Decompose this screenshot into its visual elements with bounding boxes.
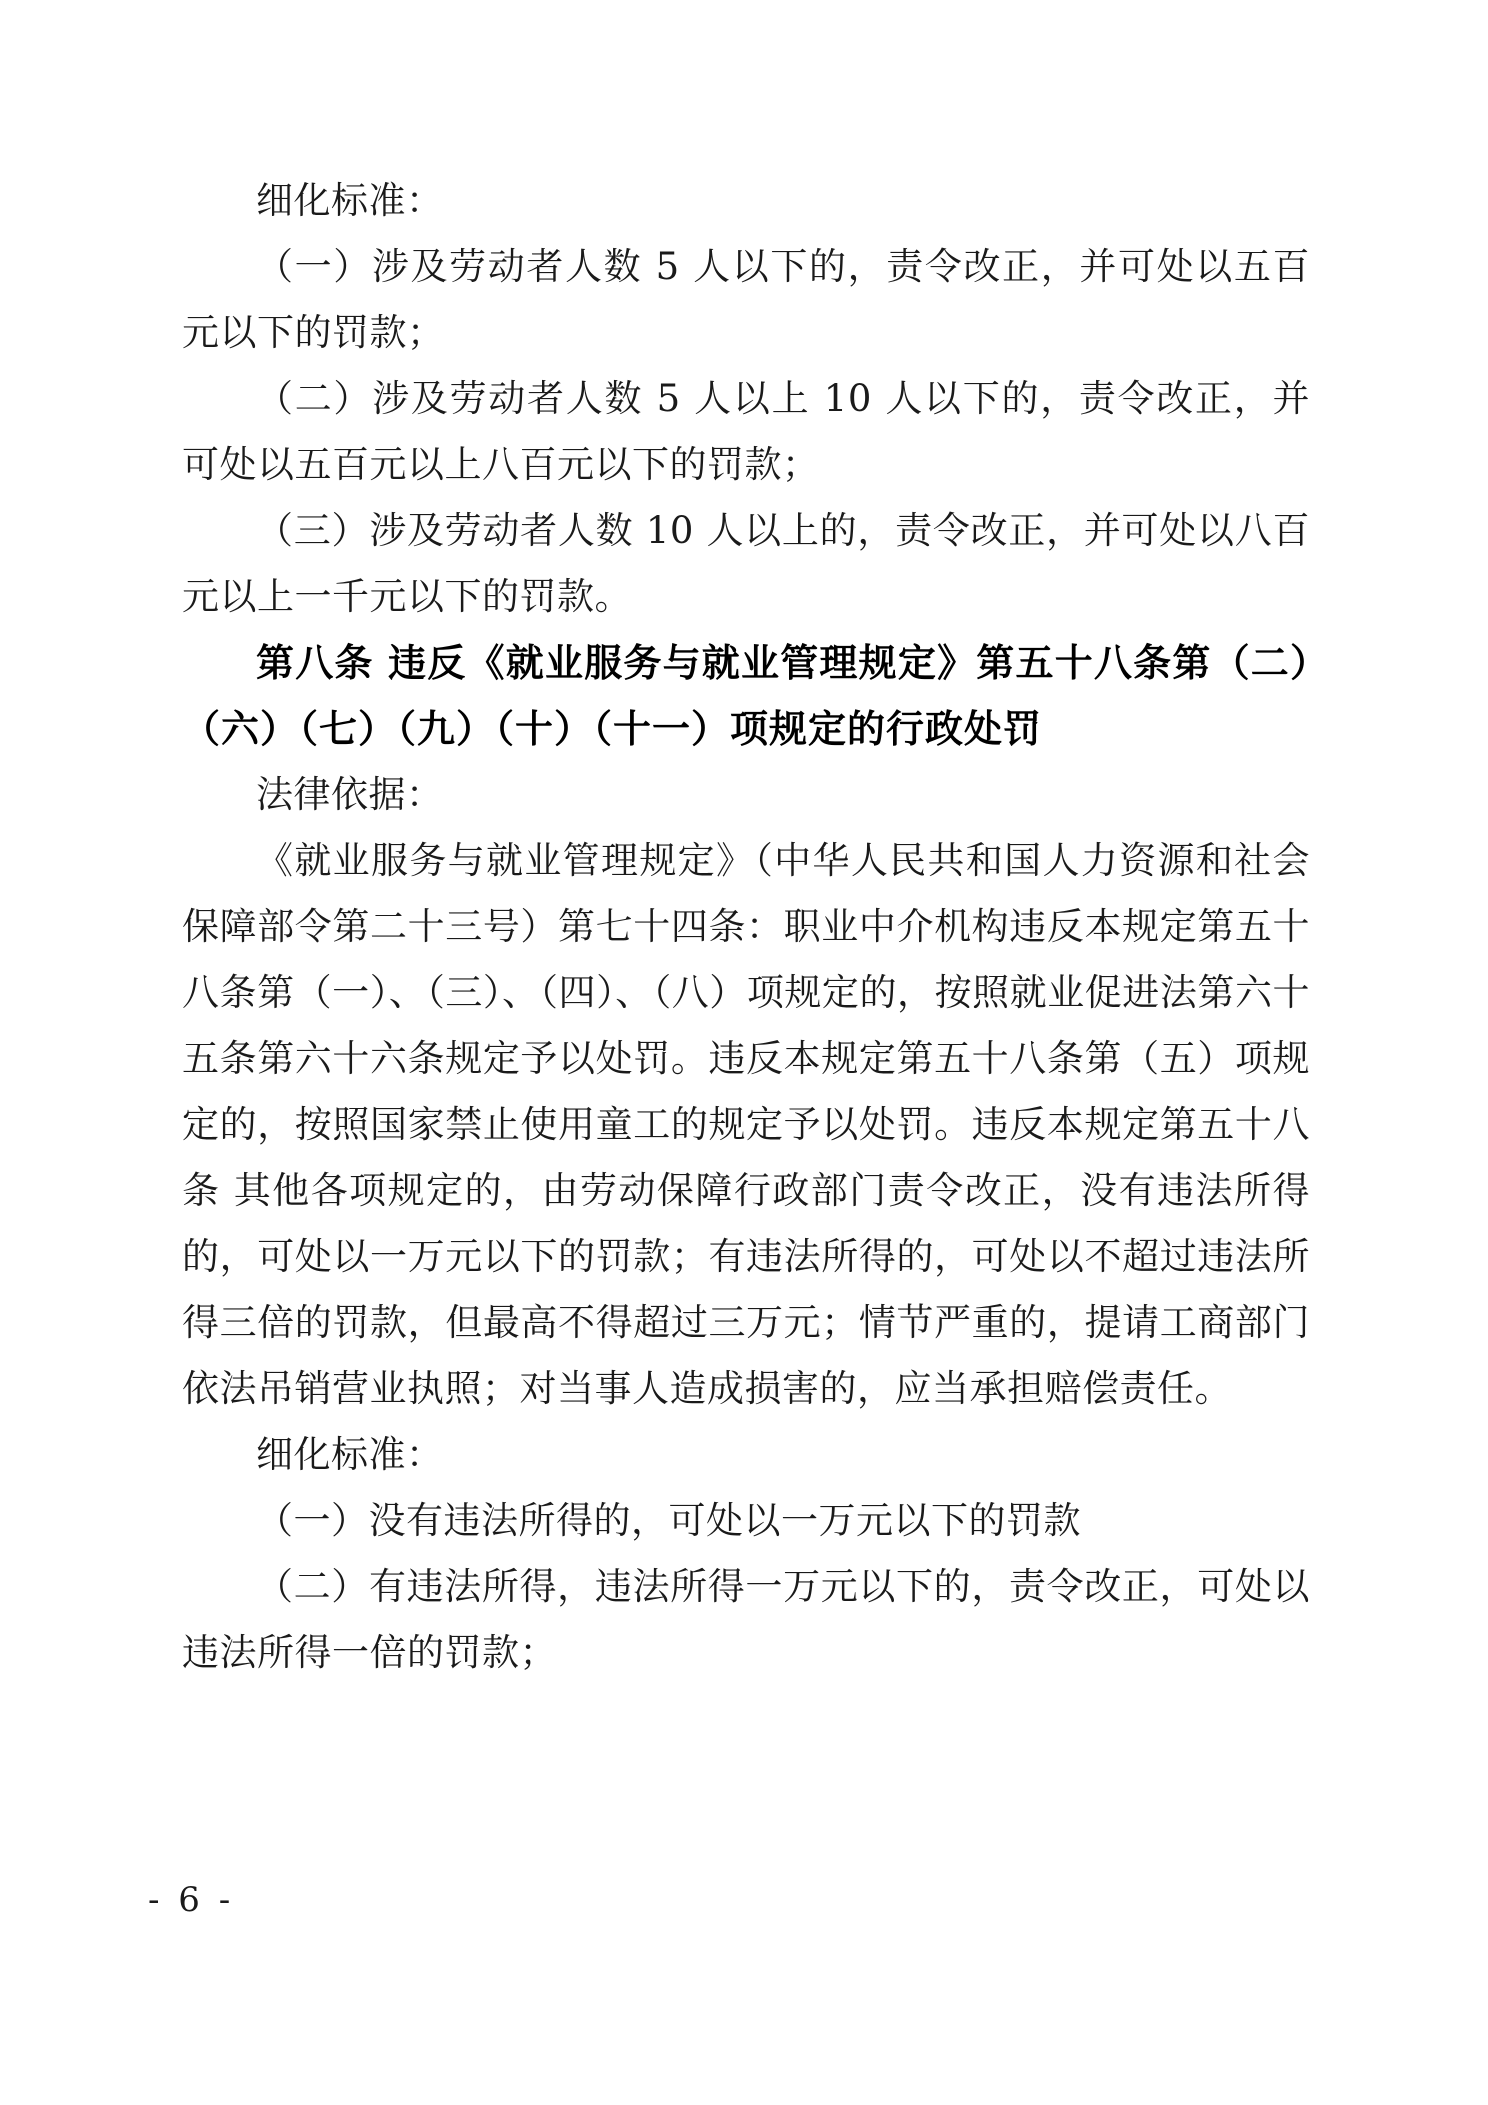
paragraph-item-3: （三）涉及劳动者人数 10 人以上的，责令改正，并可处以八百元以上一千元以下的罚款。 [182,509,1310,618]
paragraph-legal-basis-label: 法律依据： [256,773,444,816]
paragraph-refinement-standard-2: 细化标准： [256,1433,444,1476]
paragraph-legal-basis-body: 《就业服务与就业管理规定》（中华人民共和国人力资源和社会保障部令第二十三号）第七十四条：职业中介机构违反本规定第五十八条第（一）、（三）、（四）、（八）项规定的，按照就业促进法第六十五条第六十六条规定予以处罚。违反本规定第五十八条第（五）项规定的，按照国家禁止使用童工的规定予以处罚。违反本规定第五十八条 其他各项规定的，由劳动保障行政部门责令改正，没有违法所得的，可处以一万元以下的罚款；有违法所得的，可处以不超过违法所得三倍的罚款，但最高不得超过三万元；情节严重的，提请工商部门依法吊销营业执照；对当事人造成损害的，应当承担赔偿责任。 [182,839,1310,1410]
paragraph-refinement-standard-1: 细化标准： [256,179,444,222]
document-body [182,168,1310,1686]
paragraph-item-1: （一）涉及劳动者人数 5 人以下的，责令改正，并可处以五百元以下的罚款； [182,245,1310,354]
paragraph-item-5: （二）有违法所得，违法所得一万元以下的，责令改正，可处以违法所得一倍的罚款； [182,1565,1310,1674]
heading-article-8: 第八条 违反《就业服务与就业管理规定》第五十八条第（二）（六）（七）（九）（十）（十一）项规定的行政处罚 [182,640,1310,751]
paragraph-item-2: （二）涉及劳动者人数 5 人以上 10 人以下的，责令改正，并可处以五百元以上八百元以下的罚款； [182,377,1310,486]
page-number: - 6 - [148,1880,235,1920]
paragraph-item-4: （一）没有违法所得的，可处以一万元以下的罚款 [256,1499,1081,1542]
